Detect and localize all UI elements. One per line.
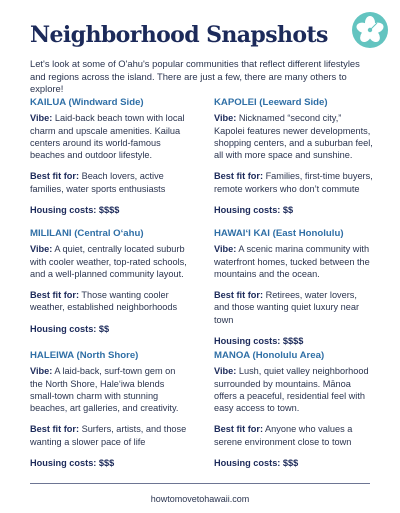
housing-value: $$ [282,205,294,216]
best-fit-text [30,170,190,195]
housing-label: Housing costs: [214,458,281,469]
card-title: MANOA (Honolulu Area) [214,350,325,361]
best-fit-value: Anyone who values a serene environment close to town [214,424,353,447]
vibe-text [214,112,374,161]
card-title: HALEIWA (North Shore) [30,350,139,361]
vibe-label: Vibe: [30,366,53,377]
best-fit-value: Surfers, artists, and those wanting a slower pace of life [30,424,187,447]
vibe-label: Vibe: [214,244,237,255]
best-fit-label: Best fit for: [30,171,79,182]
best-fit-text [30,423,190,448]
card-title: MILILANI (Central O‘ahu) [30,228,144,239]
vibe-text [214,365,374,414]
vibe-text [30,243,190,280]
neighborhood-card-mililani [30,228,190,335]
vibe-value: Lush, quiet valley neighborhood surrounded by mountains. Mānoa offers a peaceful, residential feel with easy access to town. [214,366,369,414]
best-fit-value: Beach lovers, active families, water sports enthusiasts [30,171,166,194]
vibe-value: Nicknamed “second city,” Kapolei features newer developments, shopping centers, and a suburban feel, all with more space and sunshine. [214,113,373,161]
best-fit-label: Best fit for: [214,290,263,301]
housing-costs [30,457,190,469]
housing-value: $$$$ [98,205,120,216]
vibe-value: A laid-back, surf-town gem on the North Shore, Hale‘iwa blends small-town charm with stunning beaches, art galleries, and creativity. [30,366,179,414]
housing-label: Housing costs: [214,336,281,347]
housing-costs [214,457,374,469]
vibe-text [30,365,190,414]
neighborhood-card-manoa [214,350,374,469]
vibe-text [30,112,190,161]
vibe-value: A quiet, centrally located suburb with cooler weather, top-rated schools, and a well-planned community layout. [30,244,187,279]
neighborhood-card-kapolei [214,97,374,216]
housing-value: $$$ [98,458,115,469]
best-fit-text [214,423,374,448]
best-fit-text [214,170,374,195]
housing-costs [30,204,190,216]
best-fit-label: Best fit for: [30,290,79,301]
best-fit-label: Best fit for: [30,424,79,435]
vibe-value: Laid-back beach town with local charm and upscale amenities. Kailua centers around its world-famous beaches and outdoor lifestyle. [30,113,185,161]
best-fit-value: Retirees, water lovers, and those wanting quiet luxury near town [214,290,360,325]
housing-label: Housing costs: [30,205,97,216]
best-fit-label: Best fit for: [214,171,263,182]
best-fit-text [214,289,374,326]
housing-label: Housing costs: [214,205,281,216]
vibe-label: Vibe: [214,366,237,377]
vibe-label: Vibe: [214,113,237,124]
vibe-text [214,243,374,280]
page-title: Neighborhood Snapshots [30,22,328,48]
best-fit-value: Those wanting cooler weather, established neighborhoods [30,290,178,313]
housing-value: $$ [98,323,110,334]
housing-costs [214,335,374,347]
housing-value: $$$ [282,458,299,469]
neighborhood-card-hawaii-kai [214,228,374,347]
neighborhood-card-haleiwa [30,350,190,469]
vibe-value: A scenic marina community with waterfront homes, tucked between the mountains and the ocean. [214,244,370,279]
housing-costs [214,204,374,216]
card-title: KAILUA (Windward Side) [30,97,144,108]
card-title: HAWAI‘I KAI (East Honolulu) [214,228,344,239]
neighborhood-card-kailua [30,97,190,216]
vibe-label: Vibe: [30,113,53,124]
footer-divider [30,483,370,484]
intro-paragraph: Let's look at some of O'ahu's popular communities that reflect different lifestyles and regions across the island. There are just a few, there are many others to explore! [30,58,360,94]
card-title: KAPOLEI (Leeward Side) [214,97,328,108]
housing-label: Housing costs: [30,458,97,469]
footer-website: howtomovetohawaii.com [150,494,250,504]
housing-label: Housing costs: [30,323,97,334]
hibiscus-flower-icon [352,12,388,48]
housing-value: $$$$ [282,336,304,347]
housing-costs [30,323,190,335]
best-fit-label: Best fit for: [214,424,263,435]
best-fit-value: Families, first-time buyers, remote workers who don’t commute [214,171,373,194]
best-fit-text [30,289,190,314]
vibe-label: Vibe: [30,244,53,255]
